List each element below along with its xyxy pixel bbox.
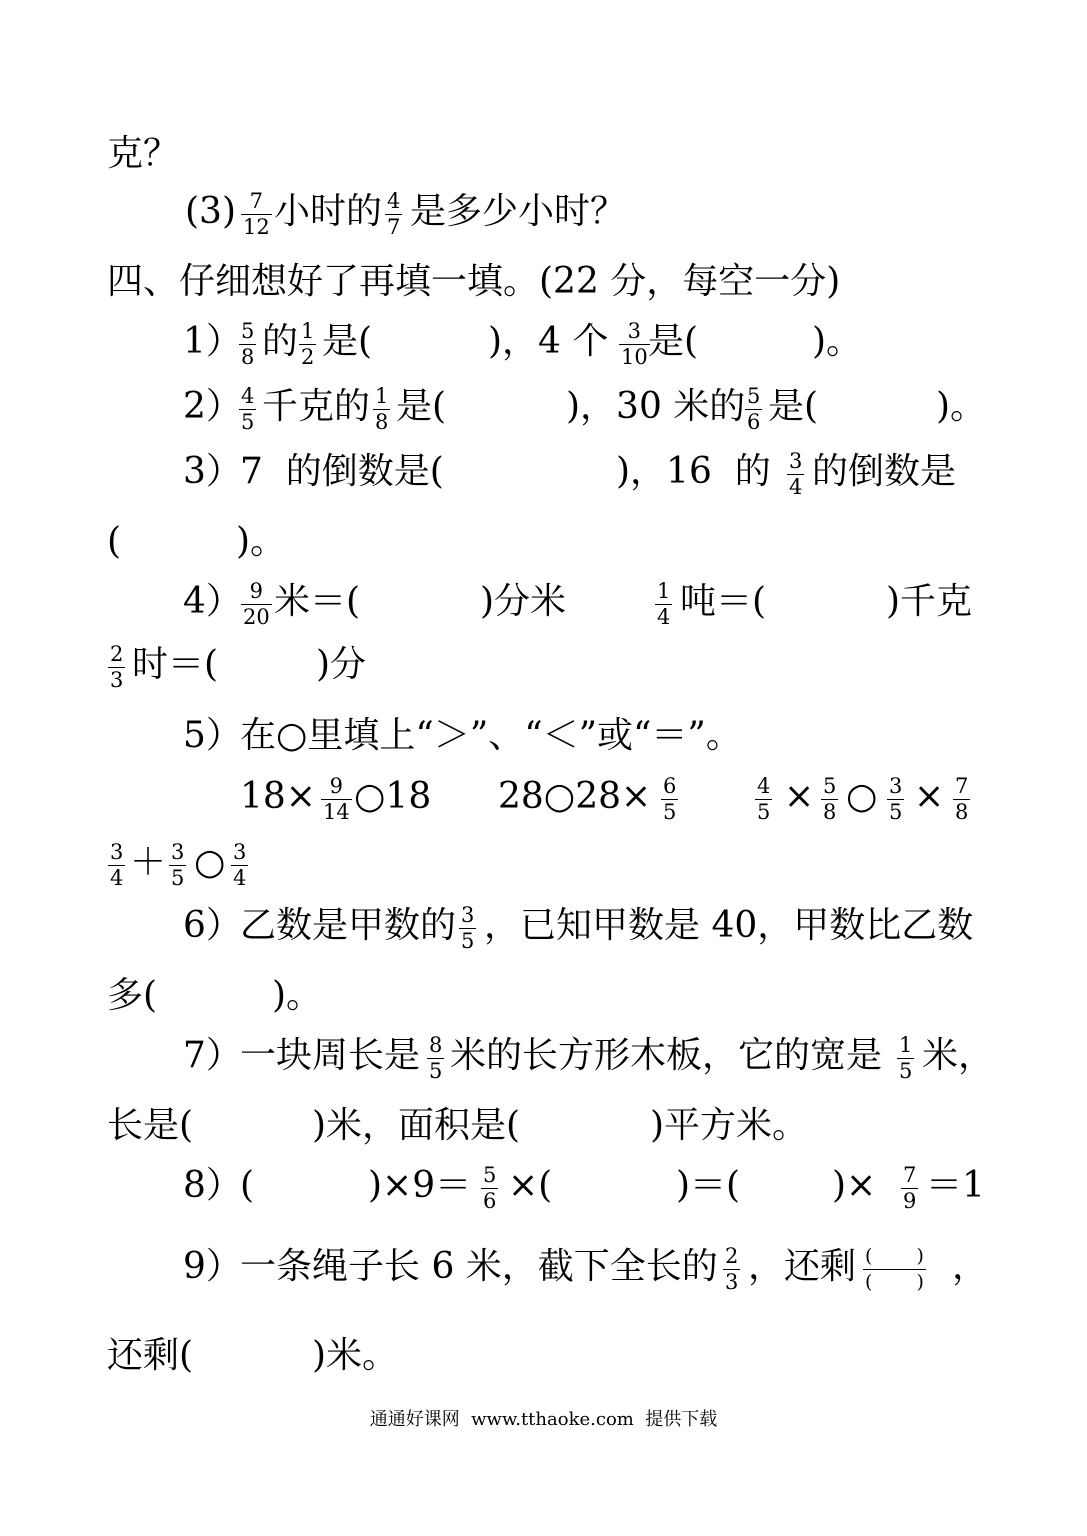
fraction: $\frac{3}{5}$ <box>461 902 475 953</box>
text: )平方米。 <box>650 1105 809 1146</box>
fraction: $\frac{1}{2}$ <box>301 318 315 369</box>
fraction: $\frac{2}{3}$ <box>110 641 124 692</box>
text: )，4 个 <box>488 321 609 362</box>
text: )米，面积是( <box>312 1105 521 1146</box>
blank-fraction: $\frac{( )}{( )}$ <box>865 1244 924 1293</box>
text: 18× <box>240 776 316 817</box>
text: )分米 <box>480 581 567 622</box>
fraction: $\frac{1}{5}$ <box>899 1032 913 1083</box>
question-number: 4） <box>183 581 242 622</box>
text: )千克 <box>886 581 973 622</box>
question-3-continued <box>0 512 1087 572</box>
text: 是( <box>396 386 447 427</box>
footer-source: 通通好课网 www.tthaoke.com 提供下载 <box>369 1409 718 1430</box>
fraction: $\frac{4}{5}$ <box>757 773 771 824</box>
fraction: $\frac{7}{9}$ <box>903 1162 917 1213</box>
text: 千克的 <box>262 386 371 427</box>
fraction: $\frac{3}{5}$ <box>171 839 185 890</box>
text: 7 的倒数是( <box>240 451 444 492</box>
text: ＝1 <box>926 1165 985 1206</box>
text: 是( <box>648 321 699 362</box>
fraction: $\frac{5}{8}$ <box>823 773 837 824</box>
fraction: $\frac{6}{5}$ <box>663 773 677 824</box>
question-number: 6） <box>183 905 242 946</box>
fraction: $\frac{5}{6}$ <box>747 383 761 434</box>
question-9 <box>0 1237 1087 1297</box>
text: )× <box>832 1165 877 1206</box>
text: 吨＝( <box>680 581 767 622</box>
fraction: $\frac{1}{4}$ <box>657 578 671 629</box>
text: 是( <box>768 386 819 427</box>
text: × <box>914 776 945 817</box>
question-1 <box>0 312 1087 372</box>
question-number: 7） <box>183 1035 242 1076</box>
text: ， <box>952 1246 989 1287</box>
question-3 <box>0 442 1087 502</box>
line-continuation <box>0 124 1087 184</box>
text: )。 <box>272 975 323 1016</box>
text: ( <box>107 521 122 562</box>
text: 28○28× <box>498 776 652 817</box>
text: )×9＝ <box>368 1165 472 1206</box>
text: )，16 的 <box>616 451 771 492</box>
question-5-expressions <box>0 767 1087 827</box>
text: ( <box>240 1165 255 1206</box>
text: ○18 <box>354 776 432 817</box>
text: )，30 米的 <box>566 386 746 427</box>
question-number: 2） <box>183 386 242 427</box>
question-3-line <box>0 182 1087 242</box>
text: ×( <box>508 1165 553 1206</box>
question-7 <box>0 1026 1087 1086</box>
text: 米， <box>922 1035 995 1076</box>
text: × <box>784 776 815 817</box>
fraction: $\frac{4}{5}$ <box>241 383 255 434</box>
question-number: 5） <box>183 715 242 756</box>
fraction: $\frac{7}{8}$ <box>955 773 969 824</box>
text: )＝( <box>676 1165 741 1206</box>
text: 是多少小时？ <box>410 191 627 232</box>
text: ○ <box>846 776 878 817</box>
fraction: $\frac{5}{8}$ <box>241 318 255 369</box>
text: ○ <box>194 842 226 883</box>
question-9-continued <box>0 1326 1087 1386</box>
question-number: 1） <box>183 321 242 362</box>
fraction: $\frac{3}{4}$ <box>789 448 803 499</box>
fraction: $\frac{9}{14}$ <box>323 773 350 824</box>
question-2 <box>0 377 1087 437</box>
text: 小时的 <box>274 191 383 232</box>
text: 米的长方形木板，它的宽是 <box>450 1035 883 1076</box>
fraction: $\frac{4}{7}$ <box>387 188 401 239</box>
text: 克？ <box>107 133 180 174</box>
question-4 <box>0 572 1087 632</box>
section-title: 四、仔细想好了再填一填。(22 分，每空一分) <box>107 261 841 302</box>
text: ＋ <box>130 842 167 883</box>
question-8 <box>0 1156 1087 1216</box>
question-7-continued <box>0 1096 1087 1156</box>
text: 在○里填上“＞”、“＜”或“＝”。 <box>240 715 742 756</box>
fraction: $\frac{3}{5}$ <box>889 773 903 824</box>
fraction: $\frac{2}{3}$ <box>725 1243 739 1294</box>
fraction: $\frac{5}{6}$ <box>483 1162 497 1213</box>
fraction: $\frac{7}{12}$ <box>243 188 270 239</box>
fraction: $\frac{3}{10}$ <box>621 318 648 369</box>
text: )米。 <box>312 1335 399 1376</box>
fraction: $\frac{8}{5}$ <box>429 1032 443 1083</box>
section-heading <box>0 252 1087 312</box>
fraction: $\frac{3}{4}$ <box>110 839 124 890</box>
fraction: $\frac{9}{20}$ <box>243 578 270 629</box>
fraction: $\frac{1}{8}$ <box>375 383 389 434</box>
text: 多( <box>107 975 158 1016</box>
question-number: 3） <box>183 451 242 492</box>
text: 一块周长是 <box>240 1035 421 1076</box>
text: )分 <box>316 644 367 685</box>
text: 的 <box>262 321 299 362</box>
text: 还剩( <box>107 1335 194 1376</box>
text: ，还剩 <box>748 1246 857 1287</box>
question-6-continued <box>0 966 1087 1026</box>
text: 长是( <box>107 1105 194 1146</box>
text: )。 <box>812 321 863 362</box>
text: 的倒数是 <box>812 451 957 492</box>
text: 米＝( <box>274 581 361 622</box>
text: 是( <box>322 321 373 362</box>
fraction: $\frac{3}{4}$ <box>233 839 247 890</box>
text: )。 <box>936 386 987 427</box>
text: 一条绳子长 6 米，截下全长的 <box>240 1246 718 1287</box>
question-6 <box>0 896 1087 956</box>
question-4-continued <box>0 635 1087 695</box>
text: 乙数是甲数的 <box>240 905 457 946</box>
text: 时＝( <box>132 644 219 685</box>
text: ，已知甲数是 40，甲数比乙数 <box>484 905 974 946</box>
question-number: 9） <box>183 1246 242 1287</box>
question-number: 8） <box>183 1165 242 1206</box>
question-5-expressions-continued <box>0 833 1087 893</box>
question-5 <box>0 706 1087 766</box>
question-number: (3) <box>185 191 236 232</box>
text: )。 <box>236 521 287 562</box>
